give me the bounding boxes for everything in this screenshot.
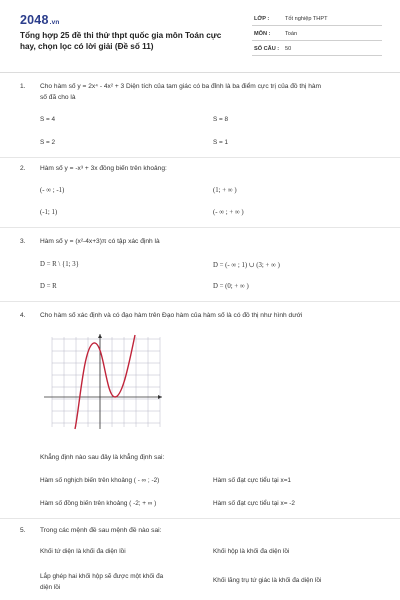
question-text-line: Cho hàm số y = 2x⁴ - 4x² + 3 Diện tích của tam giác có ba đỉnh là ba điểm cực trị của đồ thị hàm <box>40 83 322 90</box>
answer-option[interactable]: D = R <box>40 283 57 290</box>
derivative-graph <box>40 333 162 430</box>
question-number: 4. <box>20 312 26 319</box>
meta-row-class <box>252 12 382 26</box>
question-text <box>40 81 385 103</box>
question-number: 2. <box>20 165 26 172</box>
answer-option-line: diện lồi <box>40 584 61 591</box>
answer-option[interactable]: D = (0; + ∞ ) <box>213 283 249 290</box>
header-divider <box>0 72 400 73</box>
meta-value: Tốt nghiệp THPT <box>285 16 328 22</box>
answer-option[interactable]: Khối hộp là khối đa diện lồi <box>213 548 290 555</box>
answer-option[interactable]: D = (- ∞ ; 1) ∪ (3; + ∞ ) <box>213 262 280 269</box>
question-text: Hàm số y = (x²-4x+3)π có tập xác định là <box>40 238 160 245</box>
answer-option[interactable]: Hàm số đạt cực tiểu tại x= -2 <box>213 500 295 507</box>
answer-option[interactable]: (- ∞ ; + ∞ ) <box>213 209 244 216</box>
answer-option[interactable]: (1; + ∞ ) <box>213 187 237 194</box>
meta-value: 50 <box>285 46 292 52</box>
answer-option[interactable]: (- ∞ ; -1) <box>40 187 65 194</box>
answer-option-line: Lắp ghép hai khối hộp sẽ được một khối đa <box>40 573 164 580</box>
y-axis-arrow <box>98 334 102 338</box>
logo-suffix-text: .vn <box>49 19 60 26</box>
answer-option[interactable]: Hàm số đồng biến trên khoảng ( -2; + ∞ ) <box>40 500 157 507</box>
answer-option[interactable]: D = R \ {1; 3} <box>40 261 79 268</box>
answer-option[interactable]: S = 8 <box>213 116 229 123</box>
answer-option[interactable]: S = 4 <box>40 116 56 123</box>
question-number: 1. <box>20 83 26 90</box>
meta-row-question-count <box>252 42 382 56</box>
page-header <box>0 0 400 66</box>
answer-option[interactable]: Hàm số đạt cực tiểu tại x=1 <box>213 477 291 484</box>
answer-option[interactable]: Hàm số nghịch biến trên khoảng ( - ∞ ; -2) <box>40 477 160 484</box>
derivative-curve <box>75 335 135 429</box>
question-separator <box>0 157 400 158</box>
answer-option[interactable]: Khối tứ diện là khối đa diện lồi <box>40 548 126 555</box>
question-text-line: số đã cho là <box>40 94 76 101</box>
question-number: 3. <box>20 238 26 245</box>
logo-main-text: 2048 <box>20 13 49 27</box>
answer-option[interactable]: S = 2 <box>40 139 56 146</box>
meta-value: Toán <box>285 31 298 37</box>
question-text: Trong các mệnh đề sau mệnh đề nào sai: <box>40 527 162 534</box>
question-number: 5. <box>20 527 26 534</box>
document-title: Tổng hợp 25 đề thi thử thpt quốc gia môn Toán cực hay, chọn lọc có lời giải (Đề số 11) <box>20 31 222 51</box>
meta-label: MÔN : <box>254 31 271 37</box>
question-text: Hàm số y = -x³ + 3x đồng biến trên khoảng: <box>40 165 167 172</box>
question-separator <box>0 301 400 302</box>
meta-row-subject <box>252 27 382 41</box>
question-prompt: Khẳng định nào sau đây là khẳng định sai: <box>40 454 165 461</box>
answer-option[interactable] <box>40 571 163 593</box>
question-separator <box>0 518 400 519</box>
answer-option[interactable]: Khối lăng trụ tứ giác là khối đa diện lồi <box>213 577 322 584</box>
question-separator <box>0 227 400 228</box>
answer-option[interactable]: (-1; 1) <box>40 209 58 216</box>
answer-option[interactable]: S = 1 <box>213 139 229 146</box>
site-logo[interactable] <box>20 13 60 27</box>
meta-label: SỐ CÂU : <box>254 46 280 52</box>
graph-grid <box>52 337 160 427</box>
question-text: Cho hàm số xác định và có đạo hàm trên Đạo hàm của hàm số là có đồ thị như hình dưới <box>40 312 303 319</box>
meta-label: LỚP : <box>254 16 270 22</box>
